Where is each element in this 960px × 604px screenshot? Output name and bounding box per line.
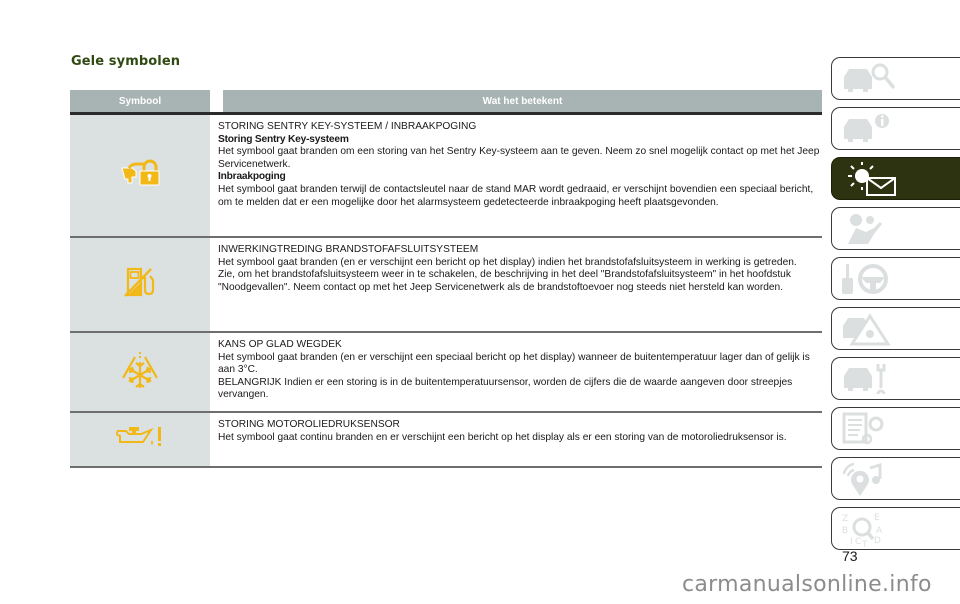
car-search-icon xyxy=(840,63,900,95)
symbol-cell xyxy=(70,238,210,331)
tab-starting-driving[interactable] xyxy=(831,257,960,300)
row-text: Het symbool gaat branden om een storing van het Sentry Key-systeem aan te geven. Neem zo snel mogelijk contact op met het Jeep Servicenetwerk. xyxy=(218,146,820,170)
symbol-cell xyxy=(70,115,210,236)
table-row xyxy=(70,333,822,413)
watermark: carmanualsonline.info xyxy=(682,572,932,597)
table-row xyxy=(70,238,822,333)
page-number: 73 xyxy=(842,548,858,564)
tab-index[interactable] xyxy=(831,507,960,550)
table-row xyxy=(70,115,822,238)
meaning-cell xyxy=(215,333,822,411)
tab-technical-specs[interactable] xyxy=(831,407,960,450)
tab-car-search[interactable] xyxy=(831,57,960,100)
row-text: Het symbool gaat branden (en er verschijnt een speciaal bericht op het display) wanneer de buitentemperatuur lager dan of gelijk is aan 3°C. xyxy=(218,351,810,376)
tab-safety[interactable] xyxy=(831,207,960,250)
column-header-symbol: Symbool xyxy=(70,90,210,112)
svg-text:T: T xyxy=(862,539,868,547)
symbols-table xyxy=(70,90,822,468)
media-location-icon xyxy=(840,462,900,496)
row-text: Zie, om het brandstofafsluitsysteem weer in te schakelen, de beschrijving in het deel "Brandstofafsluitsysteem" in het hoofdstuk "Noodgevallen". Neem contact op met het Jeep Servicenetwerk als de brandstoftoevoer nog steeds niet hersteld kan worden. xyxy=(218,269,791,293)
symbol-cell xyxy=(70,413,210,466)
table-row xyxy=(70,413,822,468)
row-text: BELANGRIJK Indien er een storing is in de buitentemperatuursensor, worden de cijfers die de waarde aangeven door streepjes vervangen. xyxy=(218,376,793,401)
row-subheading: Inbraakpoging xyxy=(218,171,286,183)
svg-text:E: E xyxy=(874,512,880,523)
breakdown-warning-icon xyxy=(840,312,900,346)
row-heading: INWERKINGTREDING BRANDSTOFAFSLUITSYSTEEM xyxy=(218,244,479,255)
icy-road-snowflake-icon xyxy=(120,350,160,395)
row-subheading: Storing Sentry Key-systeem xyxy=(218,133,349,145)
chapter-tabs xyxy=(831,57,960,557)
svg-text:I: I xyxy=(850,536,853,547)
svg-text:D: D xyxy=(874,535,881,546)
row-text: Het symbool gaat branden terwijl de contactsleutel naar de stand MAR wordt gedraaid, er verschijnt bovendien een speciaal bericht, om te melden dat er een mogelijke door het alarmsysteem gedetecteerde inbraakpoging heeft plaatsgevonden. xyxy=(218,183,814,208)
row-heading: STORING MOTOROLIEDRUKSENSOR xyxy=(218,419,400,430)
fuel-cutoff-icon xyxy=(123,266,157,303)
row-heading: KANS OP GLAD WEGDEK xyxy=(218,339,342,350)
car-wrench-icon xyxy=(840,362,900,396)
meaning-cell xyxy=(215,413,822,466)
svg-text:C: C xyxy=(855,536,862,547)
specs-gears-icon xyxy=(840,412,900,446)
symbol-cell xyxy=(70,333,210,411)
row-text: Het symbool gaat continu branden en er verschijnt een bericht op het display als er een storing van de motoroliedruksensor is. xyxy=(218,431,787,443)
tab-multimedia[interactable] xyxy=(831,457,960,500)
oil-pressure-sensor-icon xyxy=(116,425,164,454)
car-info-icon xyxy=(840,113,900,145)
sentry-key-lock-icon xyxy=(119,158,161,193)
page-title: Gele symbolen xyxy=(71,54,181,69)
key-steering-wheel-icon xyxy=(840,262,900,296)
index-search-icon xyxy=(840,511,900,547)
column-header-meaning: Wat het betekent xyxy=(223,90,822,112)
svg-text:A: A xyxy=(876,525,883,536)
svg-text:Z: Z xyxy=(842,513,849,524)
airbag-seat-icon xyxy=(840,212,900,246)
tab-car-info[interactable] xyxy=(831,107,960,150)
tab-service[interactable] xyxy=(831,357,960,400)
meaning-cell xyxy=(215,238,822,331)
warning-light-message-icon xyxy=(840,162,900,196)
tab-emergency[interactable] xyxy=(831,307,960,350)
row-heading: STORING SENTRY KEY-SYSTEEM / INBRAAKPOGING xyxy=(218,121,477,132)
table-header xyxy=(70,90,822,115)
row-text: Het symbool gaat branden (en er verschijnt een bericht op het display) indien het brandstofafsluitsysteem in werking is getreden. xyxy=(218,256,797,268)
svg-text:B: B xyxy=(842,525,849,536)
tab-warning-lights[interactable] xyxy=(831,157,960,200)
meaning-cell xyxy=(215,115,822,236)
